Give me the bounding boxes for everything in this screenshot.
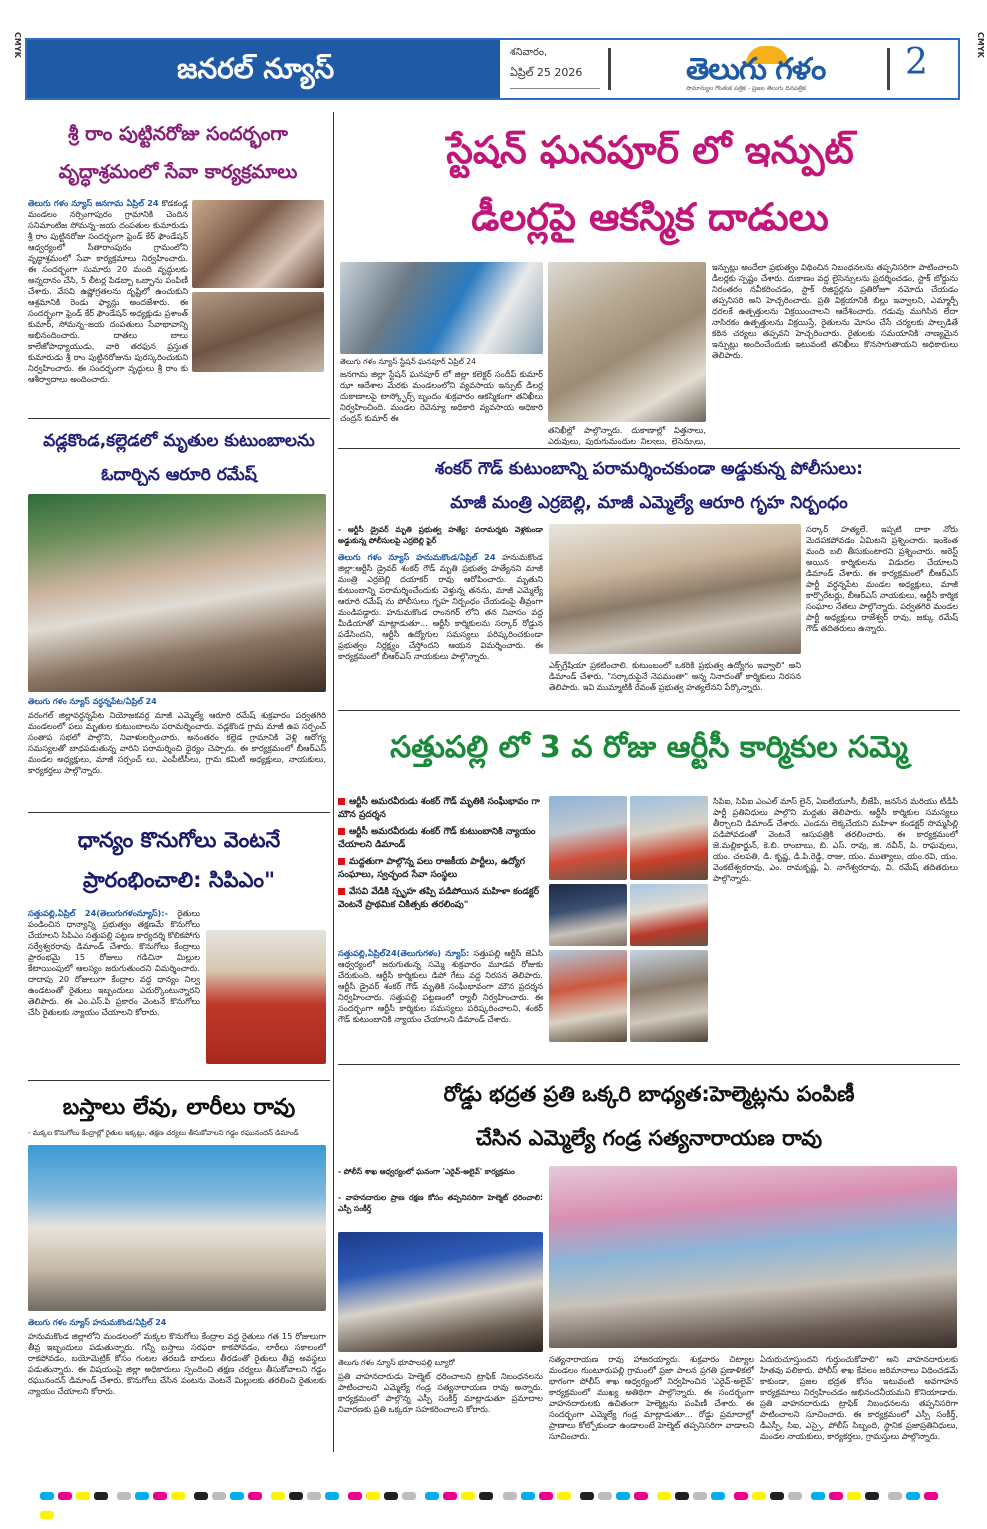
sri-ram-body: [28, 198, 188, 416]
sattupalli-bullet-text: వేసవి వేడికి స్పృహ తప్పి పడిపోయిన మహిళా కండక్టర్ వెంటనే ప్రాథమిక చికిత్సకు తరలింపు": [338, 887, 540, 910]
station-body-3: ఇన్పుట్లు అందేలా ప్రభుత్వం విధించిన నిబంధనలను తప్పనిసరిగా పాటించాలని డీలర్లకు స్పష్టం చేశారు. దుకాణం వద్ద లైసెన్సులను ప్రదర్శించడం, స్టాక్ బోర్డును నిరంతరం నవీకరించడం, స్టాక్ రిజిస్టర్లను ప్రతిరోజూ నమోదు చేయడం తప్పనిసరి అని హెచ్చరించారు. ప్రతి విక్రయానికి బిల్లు ఇవ్వాలని, ఎమ్మార్పీ ధరలకే ఉత్పత్తులను విక్రయించాలని ఆదేశించారు. గడువు ముగిసిన లేదా నాసిరకం ఉత్పత్తులను విక్రయిస్తే, రైతులను మోసం చేసే చర్యలకు పాల్పడితే కఠిన చర్యలు తప్పవని హెచ్చరించారు. రైతులకు సమయానికి నాణ్యమైన ఇన్పుట్లు అందించేందుకు ఇటువంటి తనిఖీలు కొనసాగుతాయని అధికారులు తెలిపారు.: [712, 262, 958, 360]
helmet-subline-2: - వాహనదారుల ప్రాణ రక్షణ కోసం తప్పనిసరిగా హెల్మెట్ ధరించాలి: ఎస్పీ సంకీర్త్: [338, 1193, 543, 1213]
helmet-headline-2: చేసిన ఎమ్మెల్యే గండ్ర సత్యనారాయణ రావు: [475, 1126, 823, 1150]
column-separator: [333, 112, 334, 1452]
bastalu-body: హనుమకొండ జిల్లాలోని మండలంలో మక్కల కొనుగోలు కేంద్రాల వద్ద రైతులు గత 15 రోజులుగా తీవ్ర ఇబ్బందులు పడుతున్నారు. గన్నీ బస్తాలు సరఫరా కాకపోవడం, లారీలు సకాలంలో రాకపోవడం, బయోమెట్రిక్ కోసం గంటల తరబడి బారులు తీరడంతో రైతులు తీవ్ర అవస్థలు పడుతున్నారు. ఈ విషయంపై జిల్లా అధికారులు స్పందించి తక్షణ చర్యలు తీసుకోవాలని గడ్డం రఘునందన్ డిమాండ్ చేశారు. కొనుగోలు చేసిన పంటను వెంటనే మిల్లులకు తరలించి రైతులకు న్యాయం చేయాలని కోరారు.: [28, 1331, 326, 1396]
sri-ram-body-text: కొడకండ్ల మండలం నర్సింగాపురం గ్రామానికి చెందిన సనిమాంటిజ సోమన్న–జయ దంపతుల కుమారుడు శ్రీ రాం పుట్టినరోజు సందర్భంగా ఫ్రెండ్ కేర్ ఫౌండేషన్ ఆధ్వర్యంలో సీతారాంపురం గ్రామంలోని వృద్ధాశ్రమంలో సేవా కార్యక్రమాలు నిర్వహించారు. ఈ సందర్భంగా సుమారు 20 మంది వృద్ధులకు అన్నదానం చేసి, 5 లీటర్ల పిడబ్బా ఒబ్బాను పంపిణీ చేశారు. వేసవి ఉష్ణోగ్రతలను దృష్టిలో ఉంచుకుని ఆశ్రమానికి రెండు ఫ్యాన్లు అందజేశారు. ఈ సందర్భంగా ఫ్రెండ్ కేర్ ఫౌండేషన్ అధ్యక్షుడు ప్రశాంత్ కుమార్, సోమన్న–జయ దంపతులు సేవాభావాన్ని అభినందించారు. దాతలు బాలు కాలేజోపాధ్యాయుడు, వారి తరఫున ప్రస్తుత కుమారుడు శ్రీ రాం పుట్టినరోజును పురస్కరించుకుని నిర్వహించారు. ఈ సందర్భంగా వృద్ధులు శ్రీ రాం కు ఆశీర్వాదాలు అందించారు.: [28, 198, 188, 384]
shankar-headline-1: శంకర్ గౌడ్ కుటుంబాన్ని పరామర్శించకుండా అడ్డుకున్న పోలీసులు:: [435, 459, 863, 479]
sattupalli-headline: సత్తుపల్లి లో 3 వ రోజు ఆర్టీసీ కార్మికుల సమ్మె: [390, 730, 908, 765]
sattupalli-photo-6: [630, 950, 708, 1042]
helmet-body-2: సత్యనారాయణ రావు హాజరయ్యారు. శుక్రవారం చిట్యాల మండలం గుంటూరుపల్లి గ్రామంలో ప్రజా పాలన ప్రగతి ప్రణాళికలో భాగంగా పోలీస్ శాఖ ఆధ్వర్యంలో నిర్వహించిన 'ఎరైవ్-అలైవ్' కార్యక్రమంలో ముఖ్య అతిథిగా పాల్గొన్నారు. ఈ సందర్భంగా వాహనదారులకు ఉచితంగా హెల్మెట్లను పంపిణీ చేశారు. ఈ సందర్భంగా ఎమ్మెల్యే గండ్ర మాట్లాడుతూ... రోడ్డు ప్రమాదాల్లో ప్రాణాలు కోల్పోకుండా ఉండాలంటే హెల్మెట్ తప్పనిసరిగా వాడాలని సూచించారు.: [549, 1354, 754, 1441]
station-photo-1: [340, 262, 543, 354]
shankar-body-1: [338, 552, 543, 704]
sattupalli-bullet: [338, 886, 543, 912]
newspaper-logo: [686, 52, 844, 95]
bullet-square-icon: [338, 798, 345, 805]
sattupalli-photo-4: [630, 884, 708, 946]
sattupalli-bullet: [338, 826, 543, 852]
vaddakonda-headline: వడ్లకొండ,కల్లెడలో మృతుల కుటుంబాలను ఓదార్చిన ఆరూరి రమేష్: [43, 431, 315, 485]
issue-day: శనివారం,: [510, 47, 548, 58]
sattupalli-bullet-text: ఆర్టీసీ అమరవీరుడు శంకర్ గౌడ్ మృతికి సంఘీభావం గా మౌన ప్రదర్శన: [338, 797, 540, 820]
station-body-2: తనిఖీల్లో పాల్గొన్నారు. దుకాణాల్లో విత్తనాలు, ఎరువులు, పురుగుమందుల నిల్వలు, లైసెన్సులు,: [548, 425, 706, 445]
shankar-body-1-text: హనుమకొండ జిల్లా:ఆర్టీసీ డ్రైవర్ శంకర్ గౌడ్ మృతి ప్రభుత్వ హత్యేనని మాజీ మంత్రి ఎర్రబెల్లి దయాకర్ రావు ఆరోపించారు. మృతుని కుటుంబాన్ని పరామర్శించేందుకు వెళ్తున్న తనను, మాజీ ఎమ్మెల్యే ఆరూరి రమేష్ ను పోలీసులు గృహ నిర్బంధం చేయడంపై తీవ్రంగా మండిపడ్డారు. హనుమకొండ రాంనగర్ లోని తన నివాసం వద్ద మీడియాతో మాట్లాడుతూ... ఆర్టీసీ కార్మికులను సర్కార్ రోడ్డున పడేసిందని, ఆర్టీసీ ఉద్యోగుల సమస్యలు పరిష్కరించకుండా ప్రభుత్వం నిర్లక్ష్యం చేస్తోందని ఆయన విమర్శించారు. ఈ కార్యక్రమంలో బీఆర్ఎస్ నాయకులు పాల్గొన్నారు.: [338, 552, 543, 661]
helmet-body-3: ఏదురుచూస్తుందని గుర్తుంచుకోవాలి" అని వాహనదారులకు హితవు పలికారు. పోలీస్ శాఖ కేవలం జరిమానాలు విధించడమే కాకుండా, ప్రజల భద్రత కోసం ఇటువంటి అవగాహన కార్యక్రమాలు నిర్వహించడం అభినందనీయమని కొనియాడారు. ప్రతి వాహనదారుడు ట్రాఫిక్ నిబంధనలను తప్పనిసరిగా పాటించాలని సూచించారు. ఈ కార్యక్రమంలో ఎస్పీ సంకీర్త్, డీఎస్పీ, సిఐ, ఎస్సై, పోలీస్ సిబ్బంది, స్థానిక ప్రజాప్రతినిధులు, మండల నాయకులు, కార్యకర్తలు, గ్రామస్తులు పాల్గొన్నారు.: [760, 1354, 958, 1441]
logo-text: తెలుగు గళం: [686, 52, 826, 87]
sri-ram-photo-1: [192, 200, 324, 288]
sattupalli-photo-3: [549, 884, 627, 946]
shankar-photo: [549, 524, 801, 654]
sattupalli-body-1-text: సత్తుపల్లి ఆర్టీసీ జెఏసి ఆధ్వర్యంలో జరుగుతున్న సమ్మె శుక్రవారం మూడవ రోజుకు చేరుకుంది. ఆర్టీసీ కార్మికులు డిపో గేటు వద్ద నిరసన తెలిపారు. ఆర్టీసీ డ్రైవర్ శంకర్ గౌడ్ మృతికి సంఘీభావంగా మౌన ప్రదర్శన నిర్వహించారు. సత్తుపల్లి పట్టణంలో ర్యాలీ నిర్వహించారు. ఈ సందర్భంగా ఆర్టీసీ కార్మికుల సమస్యలు పరిష్కరించాలని, శంకర్ గౌడ్ కుటుంబానికి న్యాయం చేయాలని డిమాండ్ చేశారు.: [338, 948, 543, 1024]
sattupalli-body-1: [338, 948, 543, 1060]
bullet-square-icon: [338, 828, 345, 835]
sattupalli-bullet-text: ఆర్టీసీ అమరవీరుడు శంకర్ గౌడ్ కుటుంబానికి న్యాయం చేయాలని డిమాండ్: [338, 827, 536, 850]
divider-line: [28, 1080, 330, 1081]
sattupalli-bullet: [338, 796, 543, 822]
helmet-caption: తెలుగు గళం న్యూస్ భూపాలపల్లి బ్యూరో: [338, 1358, 455, 1367]
divider-line: [28, 418, 330, 419]
divider-line: [338, 1064, 960, 1065]
grain-headline: ధాన్యం కొనుగోలు వెంటనే ప్రారంభించాలి: సిపిఎం": [77, 828, 281, 892]
shankar-headline-2: మాజీ మంత్రి ఎర్రబెల్లి, మాజీ ఎమ్మెల్యే ఆరూరి గృహ నిర్బంధం: [450, 493, 848, 513]
sri-ram-photo-2: [192, 292, 324, 372]
grain-body-text: రైతులు పండించిన ధాన్యాన్ని ప్రభుత్వం తక్షణమే కొనుగోలు చేయాలని సిపిఎం సత్తుపల్లి పట్టణ కార్యదర్శి కొలికపోగు సర్వేశ్వరరావు డిమాండ్ చేశారు. కొనుగోలు కేంద్రాలు ప్రారంభమై 15 రోజులు గడిచినా మిల్లుల కేటాయింపులో ఆలస్యం జరుగుతుందని విమర్శించారు. దాదాపు 20 రోజులుగా కేంద్రాల వద్ద ధాన్యం నిల్వ ఉండటంతో రైతులు ఇబ్బందులు ఎదుర్కొంటున్నారని తెలిపారు. ఈ ఎం.ఎస్.పి ప్రకారం వెంటనే కొనుగోలు చేసి రైతులకు న్యాయం చేయాలని కోరారు.: [28, 908, 200, 1017]
bullet-square-icon: [338, 888, 345, 895]
shankar-body-2: ఎక్స్‌గ్రేషియా ప్రకటించాలి. కుటుంబంలో ఒకరికి ప్రభుత్వ ఉద్యోగం ఇవ్వాలి" అని డిమాండ్ చేశారు. "సర్కారుపైనే నెపమంతా" అన్న నినాదంతో కార్మికులు నిరసన తెలిపారు. ఇవి ముమ్మాటికీ రేవంత్ ప్రభుత్వ హత్యలేనని పేర్కొన్నారు.: [549, 660, 801, 692]
sri-ram-byline: తెలుగు గళం న్యూస్ జనగామ ఏప్రిల్ 24: [28, 198, 159, 208]
station-headline-1: స్టేషన్ ఘనపూర్ లో ఇన్పుట్: [446, 128, 854, 172]
shankar-body-3: సర్కార్ హత్యలే. ఇప్పటి దాకా నోరు మెదపకపోవడం ఏమిటని ప్రశ్నించారు. ఇంకెంత మంది బలి తీసుకుంటారని ప్రశ్నించారు. అరెస్ట్ అయిన కార్మికులను విడుదల చేయాలని డిమాండ్ చేశారు. ఈ కార్యక్రమంలో బీఆర్ఎస్ పార్టీ వర్ధన్నపేట మండల అధ్యక్షులు, మాజీ కార్పొరేటర్లు, బీఆర్ఎస్ నాయకులు, ఆర్టీసీ కార్మిక సంఘాల నేతలు పాల్గొన్నారు. పర్వతగిరి మండల పార్టీ అధ్యక్షులు రాజేశ్వర్ రావు, జక్కు రమేష్ గౌడ్ తదితరులు ఉన్నారు.: [806, 524, 958, 633]
sattupalli-bullets: [338, 796, 543, 936]
bastalu-photo: [28, 1145, 326, 1311]
vaddakonda-caption: తెలుగు గళం న్యూస్ వర్ధన్నపేట/ఏప్రిల్ 24: [28, 697, 157, 706]
issue-date-text: ఏప్రిల్ 25 2026: [510, 66, 600, 89]
sattupalli-photo-1: [549, 796, 627, 880]
grain-body: [28, 908, 200, 1078]
color-control-strip: [40, 1485, 955, 1493]
masthead-divider: [608, 48, 611, 90]
issue-date: [510, 46, 600, 92]
vaddakonda-body: వరంగల్ జిల్లావర్ధన్నపేట నియోజకవర్గ మాజీ ఎమ్మెల్యే ఆరూరి రమేష్ శుక్రవారం పర్వతగిరి మండలంలో పలు మృతుల కుటుంబాలను పరామర్శించారు. వడ్లకొండ గ్రామ మాజీ ఉప సర్పంచ్ సంతాప సభలో పాల్గొని, నివాళులర్పించారు. అనంతరం కల్లెడ గ్రామానికి వెళ్లి ఆరోగ్య సమస్యలతో బాధపడుతున్న వారిని పరామర్శించి ధైర్యం చెప్పారు. ఈ కార్యక్రమంలో బీఆర్ఎస్ మండల అధ్యక్షులు, మాజీ సర్పంచ్ లు, ఎంపీటీసీలు, గ్రామ కమిటీ అధ్యక్షులు, నాయకులు, కార్యకర్తలు పాల్గొన్నారు.: [28, 710, 326, 775]
sattupalli-bullet: [338, 856, 543, 882]
divider-line: [338, 710, 960, 711]
bullet-square-icon: [338, 858, 345, 865]
bastalu-headline: బస్తాలు లేవు, లారీలు రావు: [62, 1095, 296, 1120]
helmet-photo-1: [338, 1232, 543, 1352]
station-caption: తెలుగు గళం న్యూస్ స్టేషన్ ఘనపూర్ ఏప్రిల్ 24: [340, 357, 476, 366]
page-number: 2: [905, 42, 928, 83]
registration-mark-left: CMYK: [13, 32, 22, 58]
sattupalli-photo-5: [549, 950, 627, 1042]
shankar-byline: తెలుగు గళం న్యూస్ హనుమకొండ/ఏప్రిల్ 24: [338, 552, 496, 562]
station-headline-2: డీలర్లపై ఆకస్మిక దాడులు: [471, 195, 829, 239]
bastalu-caption: తెలుగు గళం న్యూస్ హనుమకొండ/ఏప్రిల్ 24: [28, 1318, 167, 1327]
divider-line: [28, 812, 330, 813]
helmet-subline-1: - పోలీస్ శాఖ ఆధ్వర్యంలో ఘనంగా 'ఎరైవ్-అలైవ్' కార్యక్రమం: [338, 1167, 515, 1176]
helmet-photo-2: [549, 1166, 957, 1348]
sattupalli-photo-2: [630, 796, 708, 880]
sattupalli-body-2: సిపిఐ, సిపిఐ ఎంఎల్ మాస్ లైన్, ఏఐటీయూసీ, బీజేపీ, జనసేన మరియు టీడీపీ పార్టీ ప్రతినిధులు పాల్గొని మద్దతు తెలిపారు. ఆర్టీసీ కార్మికుల సమస్యలు తీర్చాలని డిమాండ్ చేశారు. ఎండను లెక్కచేయని మహిళా కండక్టర్ సొమ్మసిల్లి పడిపోవడంతో వెంటనే ఆసుపత్రికి తరలించారు. ఈ కార్యక్రమంలో జె.మల్లికార్జున్, కె.బి. రాంబాబు, బి. ఎస్. రావు, జి. నవీన్, పి. రాఘవులు, యం. చలపతి, డి. కృష్ణ, డి.పి.రెడ్డి, రాజు, యం. ముత్యాలు, యం.రవి, యం. వెంకటేశ్వరరావు, ఎం. రామకృష్ణ, ఏ. నాగేశ్వరరావు, వి. రమేష్ తదితరులు పాల్గొన్నారు.: [713, 796, 958, 883]
registration-mark-right: CMYK: [976, 32, 985, 58]
station-photo-2: [548, 262, 706, 422]
sattupalli-bullet-text: మద్దతుగా పాల్గొన్న పలు రాజకీయ పార్టీలు, ఉద్యోగ సంఘాలు, స్వచ్ఛంద సేవా సంస్థలు: [338, 857, 525, 880]
helmet-body-1: ప్రతి వాహనదారుడు హెల్మెట్ ధరించాలని ట్రాఫిక్ నిబంధనలను పాటించాలని ఎమ్మెల్యే గండ్ర సత్యనారాయణ రావు అన్నారు. కార్యక్రమంలో పాల్గొన్న ఎస్పీ సంకీర్త్ మాట్లాడుతూ ప్రమాదాల నివారణకు ప్రతి ఒక్కరూ సహకరించాలని కోరారు.: [338, 1371, 543, 1414]
helmet-headline-1: రోడ్డు భద్రత ప్రతి ఒక్కరి బాధ్యత:హెల్మెట్లను పంపిణీ: [443, 1082, 855, 1106]
sattupalli-byline: సత్తుపల్లి,ఏప్రిల్24(తెలుగుగళం) న్యూస్:: [338, 948, 470, 958]
logo-tagline: సామాన్యుల గొంతుక పత్రిక - ప్రజల తెలుగు దినపత్రిక: [686, 85, 806, 92]
section-label: జనరల్ న్యూస్: [27, 40, 500, 98]
sri-ram-headline: శ్రీ రాం పుట్టినరోజు సందర్భంగా వృద్ధాశ్రమంలో సేవా కార్యక్రమాలు: [58, 123, 298, 183]
grain-photo: [206, 930, 326, 1064]
masthead-divider-right: [887, 48, 890, 90]
station-body-1: జనగామ జిల్లా స్టేషన్ ఘనపూర్ లో జిల్లా కలెక్టర్ సందీప్ కుమార్ ఝా ఆదేశాల మేరకు మండలంలోని వ్యవసాయ ఇన్పుట్ డీలర్ల దుకాణాలపై టాస్క్ఫోర్స్ బృందం శుక్రవారం ఆకస్మికంగా తనిఖీలు నిర్వహించింది. మండల రెవెన్యూ అధికారి వ్యవసాయ అధికారి చంద్రన్ కుమార్ ఈ: [340, 369, 543, 423]
shankar-subline: - ఆర్టీసీ డ్రైవర్ మృతి ప్రభుత్వ హత్యే: పరామర్శకు వెళ్లకుండా అడ్డుకున్న పోలీసులపై ఎర్రబెల్లి ఫైర్: [338, 525, 543, 545]
bastalu-subline: - మక్కల కొనుగోలు కేంద్రాల్లో రైతుల ఇక్కట్లు, తక్షణ చర్యలు తీసుకోవాలని గడ్డం రఘునందన్ డిమాండ్: [28, 1129, 299, 1137]
vaddakonda-photo: [28, 494, 326, 692]
divider-line: [338, 448, 960, 449]
grain-byline: సత్తుపల్లి,ఏప్రిల్ 24(తెలుగుగళంన్యూస్):-: [28, 908, 168, 918]
